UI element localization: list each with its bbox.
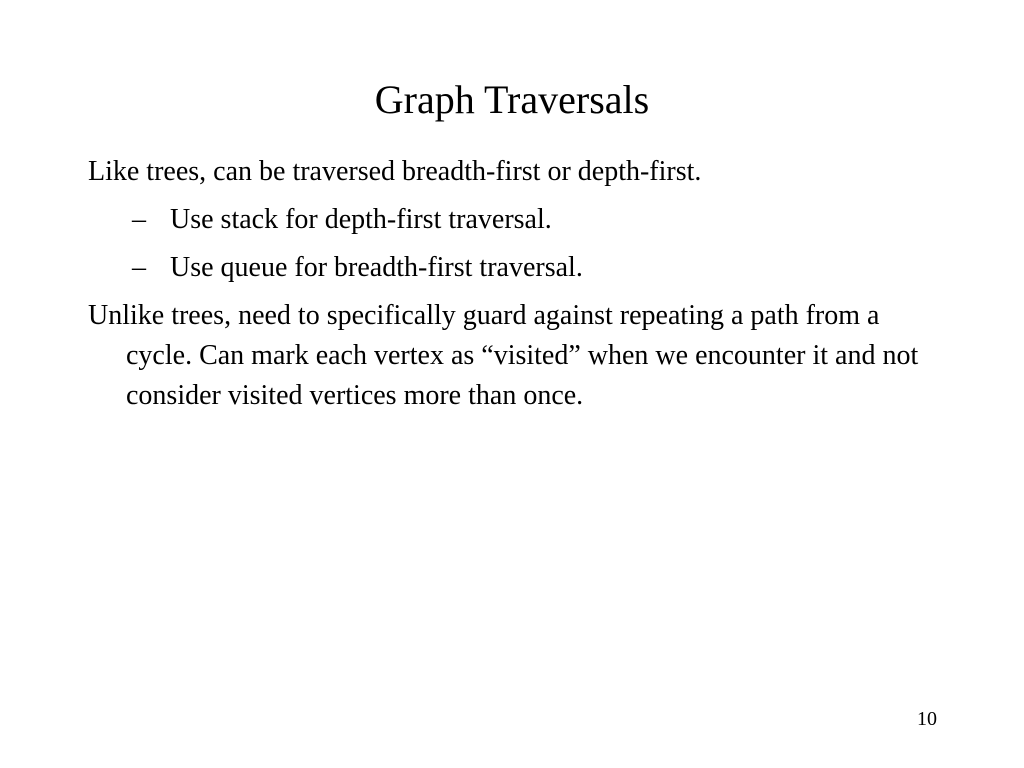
page-number: 10 (917, 708, 937, 730)
slide-title: Graph Traversals (374, 77, 650, 122)
subbullet-queue-breadth-first (88, 248, 948, 288)
dash-marker: – (132, 252, 146, 283)
bullet-traversal-overview: Like trees, can be traversed breadth-first or depth-first. (88, 156, 702, 187)
dash-marker: – (132, 204, 146, 235)
slide-body (88, 152, 948, 424)
subbullet-stack-depth-first (88, 200, 948, 240)
subbullet-text: Use queue for breadth-first traversal. (170, 252, 583, 283)
subbullet-text: Use stack for depth-first traversal. (170, 204, 552, 235)
bullet-cycle-guard: Unlike trees, need to specifically guard against repeating a path from a cycle. Can mark each vertex as “visited” when we encounter it and not consider visited vertices more than once. (88, 300, 919, 411)
